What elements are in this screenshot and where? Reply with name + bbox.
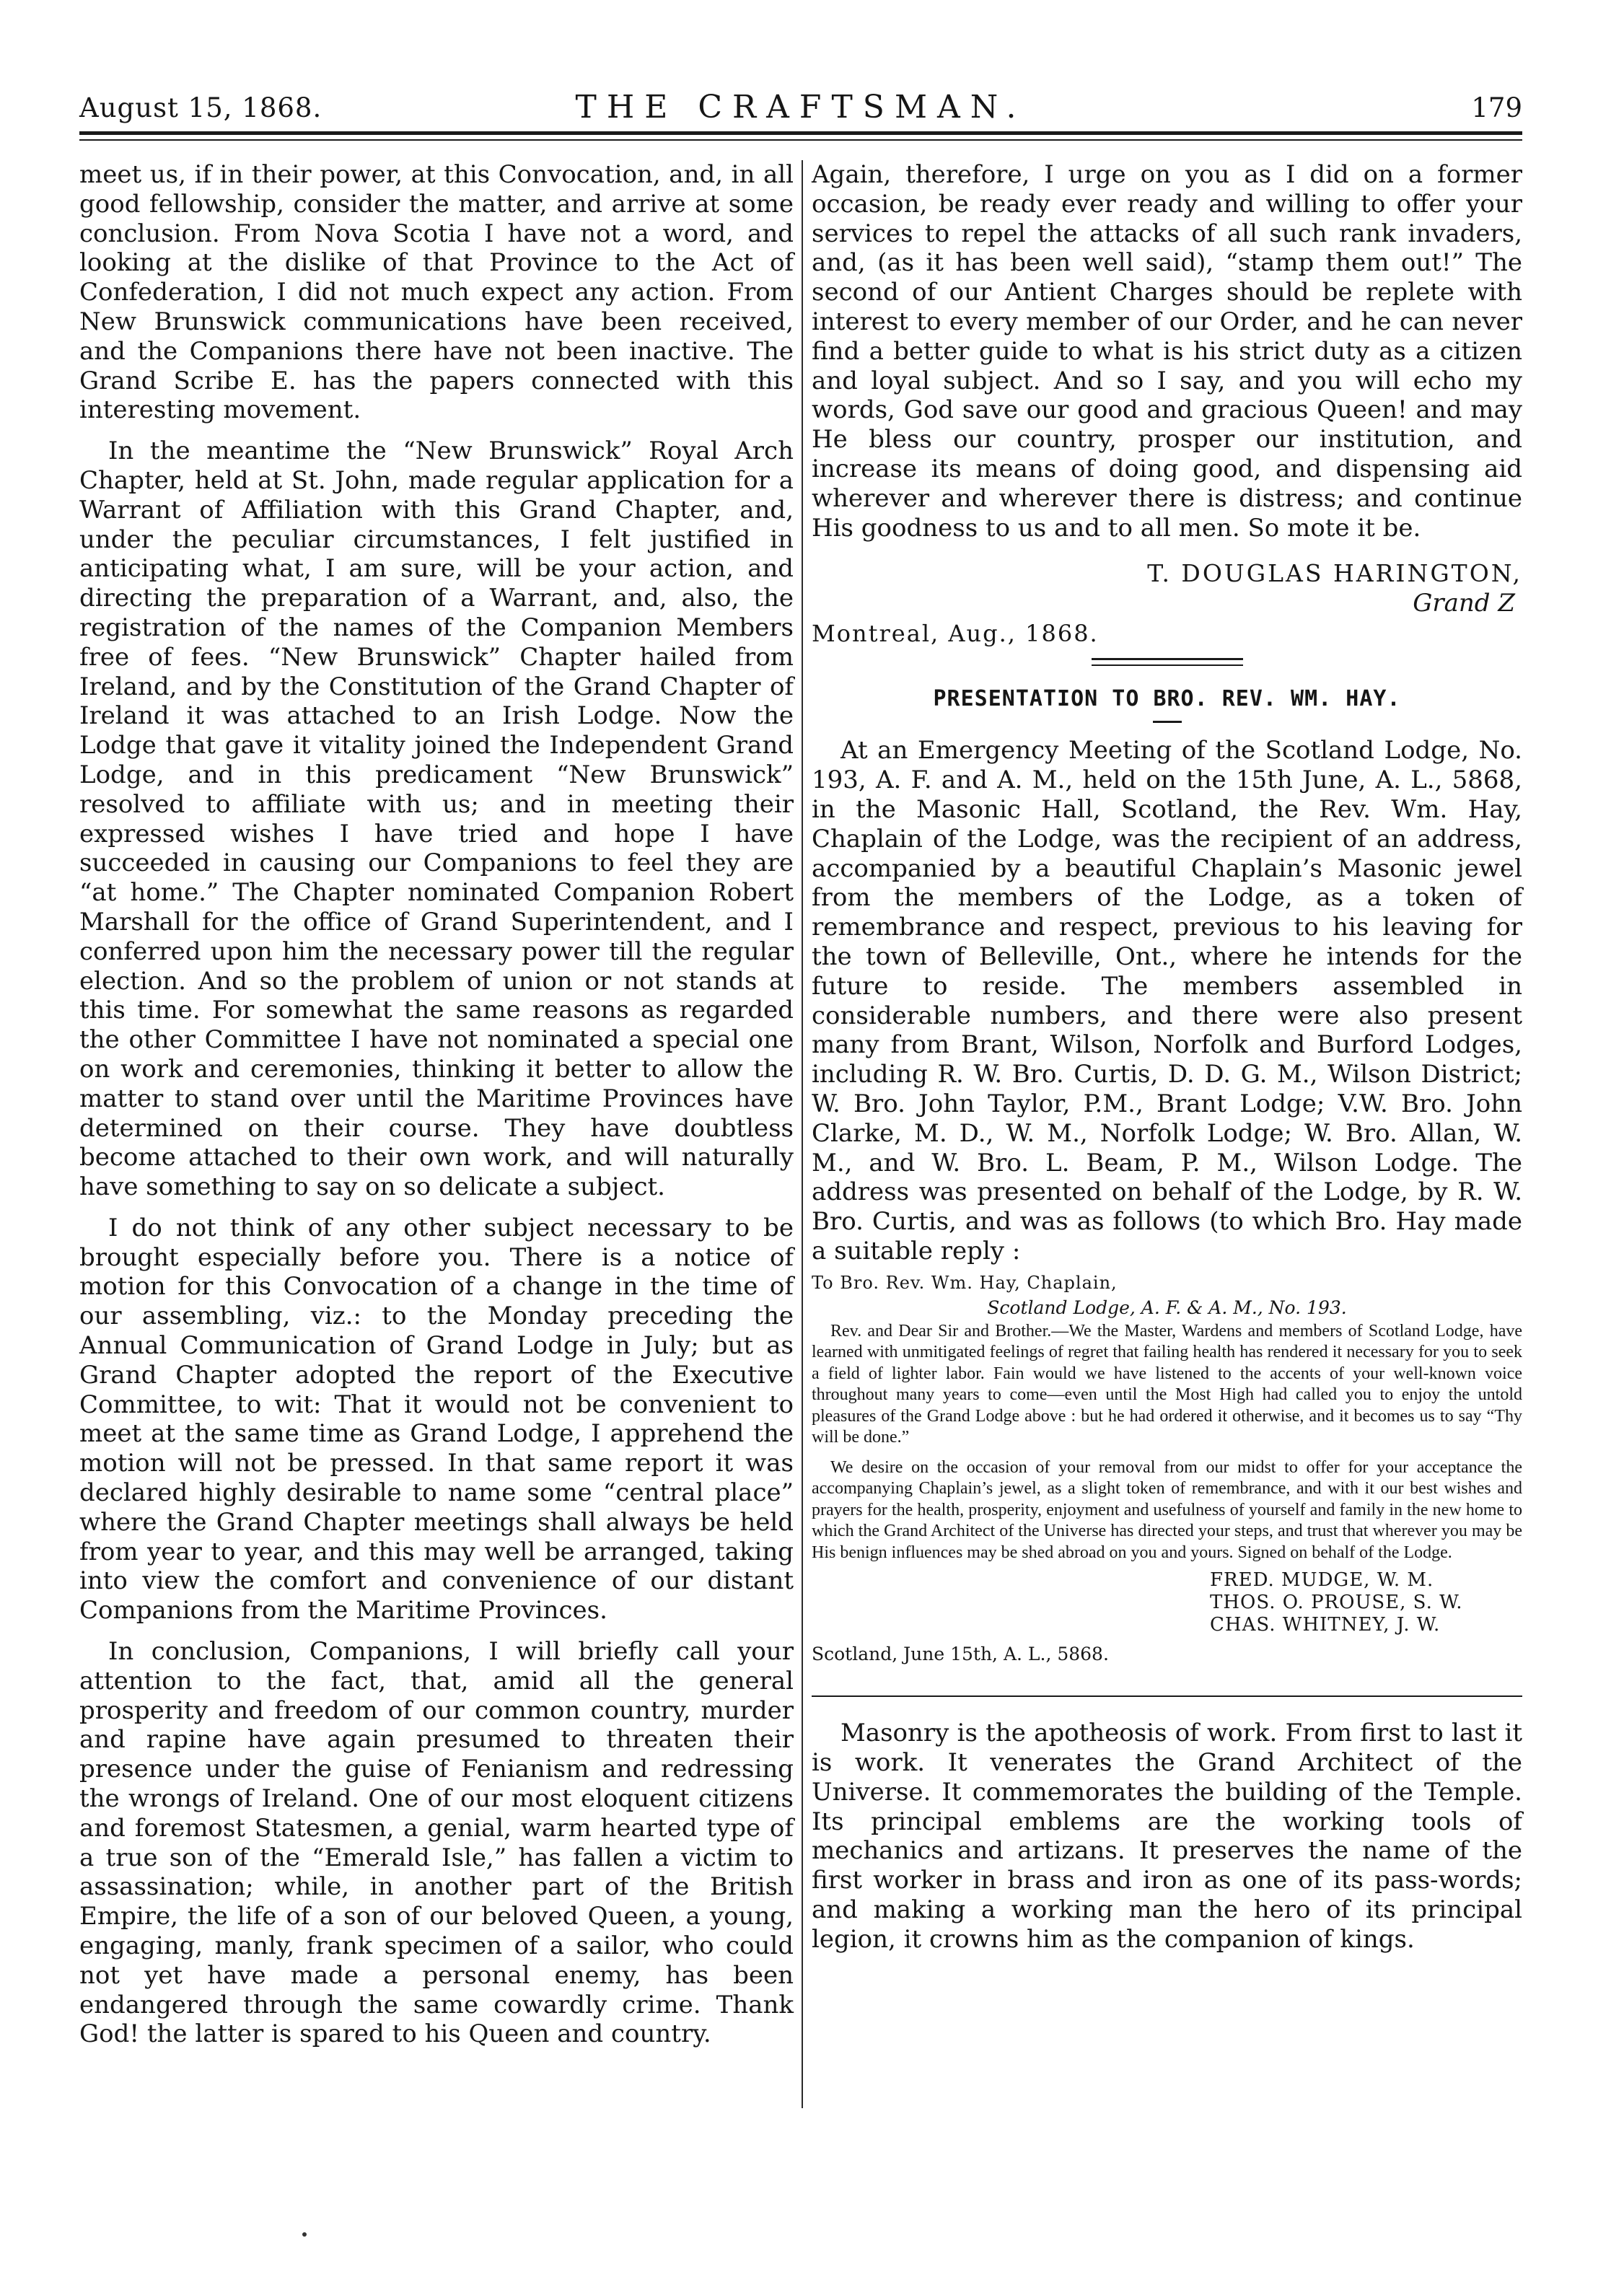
heading-rule [1153,721,1182,723]
signature-name: T. DOUGLAS HARINGTON, [1147,559,1522,588]
left-paragraph-4: In conclusion, Companions, I will briefly call your attention to the fact, that, amid all the general prosperity and freedom of our common country, murder and rapine have again presumed to threaten their presence under the guise of Fenianism and redressing the wrongs of Ireland. One of our most eloquent citizens and foremost Statesmen, a genial, warm hearted type of a true son of the “Emerald Isle,” has fallen a victim to assassination; while, in another part of the British Empire, the life of a son of our beloved Queen, a young, engaging, manly, frank specimen of a sailor, who could not yet have made a personal enemy, has been endangered through the same cowardly crime. Thank God! the latter is spared to his Queen and country. [79,1637,794,2049]
address-date: Scotland, June 15th, A. L., 5868. [812,1644,1109,1665]
address-signers [1210,1569,1522,1636]
header-rule-thin [79,139,1522,141]
signer-senior-warden: THOS. O. PROUSE, S. W. [1210,1592,1463,1614]
page-speck [302,2232,307,2237]
signer-junior-warden: CHAS. WHITNEY, J. W. [1210,1614,1441,1636]
address-recipient: To Bro. Rev. Wm. Hay, Chaplain, [812,1272,1118,1293]
closing-rule [812,1695,1522,1697]
right-paragraph-1: Again, therefore, I urge on you as I did on a former occasion, be ready ever ready and willing to offer your services to repel the attacks of all such rank invaders, and, (as it has been well said), “stamp them out!” The second of our Antient Charges should be replete with interest to every member of our Order, and he can never find a better guide to what is his strict duty as a citizen and loyal subject. And so I say, and you will echo my words, God save our good and gracious Queen! and may He bless our country, prosper our institution, and increase its means of doing good, and dispensing aid wherever and wherever there is distress; and continue His goodness to us and to all men. So mote it be. [812,160,1522,543]
section-rule [1092,658,1243,660]
page-header [79,0,1522,144]
address-lodge-line: Scotland Lodge, A. F. & A. M., No. 193. [987,1297,1347,1318]
header-rule-thick [79,131,1522,135]
column-divider [802,160,803,2108]
issue-date: August 15, 1868. [79,92,322,123]
left-paragraph-1: meet us, if in their power, at this Convocation, and, in all good fellowship, consider the matter, and arrive at some conclusion. From Nova Scotia I have not a word, and looking at the dislike of that Province to the Act of Confederation, I did not much expect any action. From New Brunswick communications have been received, and the Companions there have not been inactive. The Grand Scribe E. has the papers connected with this interesting movement. [79,160,794,425]
signature-dateline: Montreal, Aug., 1868. [812,620,1099,648]
section-rule-secondary [1092,664,1243,666]
publication-title: THE CRAFTSMAN. [575,89,1027,126]
signature-title: Grand Z [1413,589,1515,618]
article-heading: PRESENTATION TO BRO. REV. WM. HAY. [933,686,1401,712]
address-paragraph-1: Rev. and Dear Sir and Brother.—We the Master, Wardens and members of Scotland Lodge, have learned with unmitigated feelings of regret that failing health has rendered it necessary for you to seek a field of lighter labor. Fain would we have listened to the accents of your well-known voice throughout many years to come—even until the Most High had called you to enjoy the untold pleasures of the Grand Lodge above : but he had ordered it otherwise, and it becomes us to say “Thy will be done.” [812,1321,1522,1447]
signer-master: FRED. MUDGE, W. M. [1210,1569,1434,1592]
left-column [79,160,794,2049]
page-number: 179 [1471,92,1522,123]
right-column [812,160,1522,1954]
left-paragraph-2: In the meantime the “New Brunswick” Royal Arch Chapter, held at St. John, made regular application for a Warrant of Affiliation with this Grand Chapter, and, under the peculiar circumstances, I felt justified in anticipating what, I am sure, will be your action, and directing the preparation of a Warrant, and, also, the registration of the names of the Companion Members free of fees. “New Brunswick” Chapter hailed from Ireland, and by the Constitution of the Grand Chapter of Ireland it was attached to an Irish Lodge. Now the Lodge that gave it vitality joined the Independent Grand Lodge, and in this predicament “New Brunswick” resolved to affiliate with us; and in meeting their expressed wishes I have tried and hope I have succeeded in causing our Companions to feel they are “at home.” The Chapter nominated Companion Robert Marshall for the office of Grand Superintendent, and I conferred upon him the necessary power till the regular election. And so the problem of union or not stands at this time. For somewhat the same reasons as regarded the other Committee I have not nominated a special one on work and ceremonies, thinking it better to allow the matter to stand over until the Maritime Provinces have determined on their course. They have doubtless become attached to their own work, and will naturally have something to say on so delicate a subject. [79,436,794,1202]
closing-paragraph: Masonry is the apotheosis of work. From first to last it is work. It venerates the Grand Architect of the Universe. It commemorates the building of the Temple. Its principal emblems are the working tools of mechanics and artizans. It preserves the name of the first worker in brass and iron as one of its pass-words; and making a working man the hero of its principal legion, it crowns him as the companion of kings. [812,1719,1522,1954]
left-paragraph-3: I do not think of any other subject necessary to be brought especially before you. There is a notice of motion for this Convocation of a change in the time of our assembling, viz.: to the Monday preceding the Annual Communication of Grand Lodge in July; but as Grand Chapter adopted the report of the Executive Committee, to wit: That it would not be convenient to meet at the same time as Grand Lodge, I apprehend the motion will not be pressed. In that same report it was declared highly desirable to name some “central place” where the Grand Chapter meetings shall always be held from year to year, and this may well be arranged, taking into view the comfort and convenience of our distant Companions from the Maritime Provinces. [79,1213,794,1626]
address-paragraph-2: We desire on the occasion of your removal from our midst to offer for your acceptance the accompanying Chaplain’s jewel, as a slight token of remembrance, and with it our best wishes and prayers for the health, prosperity, enjoyment and usefulness of yourself and family in the new home to which the Grand Architect of the Universe has directed your steps, and trust that wherever you may be His benign influences may be shed abroad on you and yours. Signed on behalf of the Lodge. [812,1457,1522,1562]
article-paragraph: At an Emergency Meeting of the Scotland Lodge, No. 193, A. F. and A. M., held on the 15th June, A. L., 5868, in the Masonic Hall, Scotland, the Rev. Wm. Hay, Chaplain of the Lodge, was the recipient of an address, accompanied by a beautiful Chaplain’s Masonic jewel from the members of the Lodge, as a token of remembrance and respect, previous to his leaving for the town of Belleville, Ont., where he intends for the future to reside. The members assembled in considerable numbers, and there were also present many from Brant, Wilson, Norfolk and Burford Lodges, including R. W. Bro. Curtis, D. D. G. M., Wilson District; W. Bro. John Taylor, P.M., Brant Lodge; V.W. Bro. John Clarke, M. D., W. M., Norfolk Lodge; W. Bro. Allan, W. M., and W. Bro. L. Beam, P. M., Wilson Lodge. The address was presented on behalf of the Lodge, by R. W. Bro. Curtis, and was as follows (to which Bro. Hay made a suitable reply : [812,736,1522,1265]
